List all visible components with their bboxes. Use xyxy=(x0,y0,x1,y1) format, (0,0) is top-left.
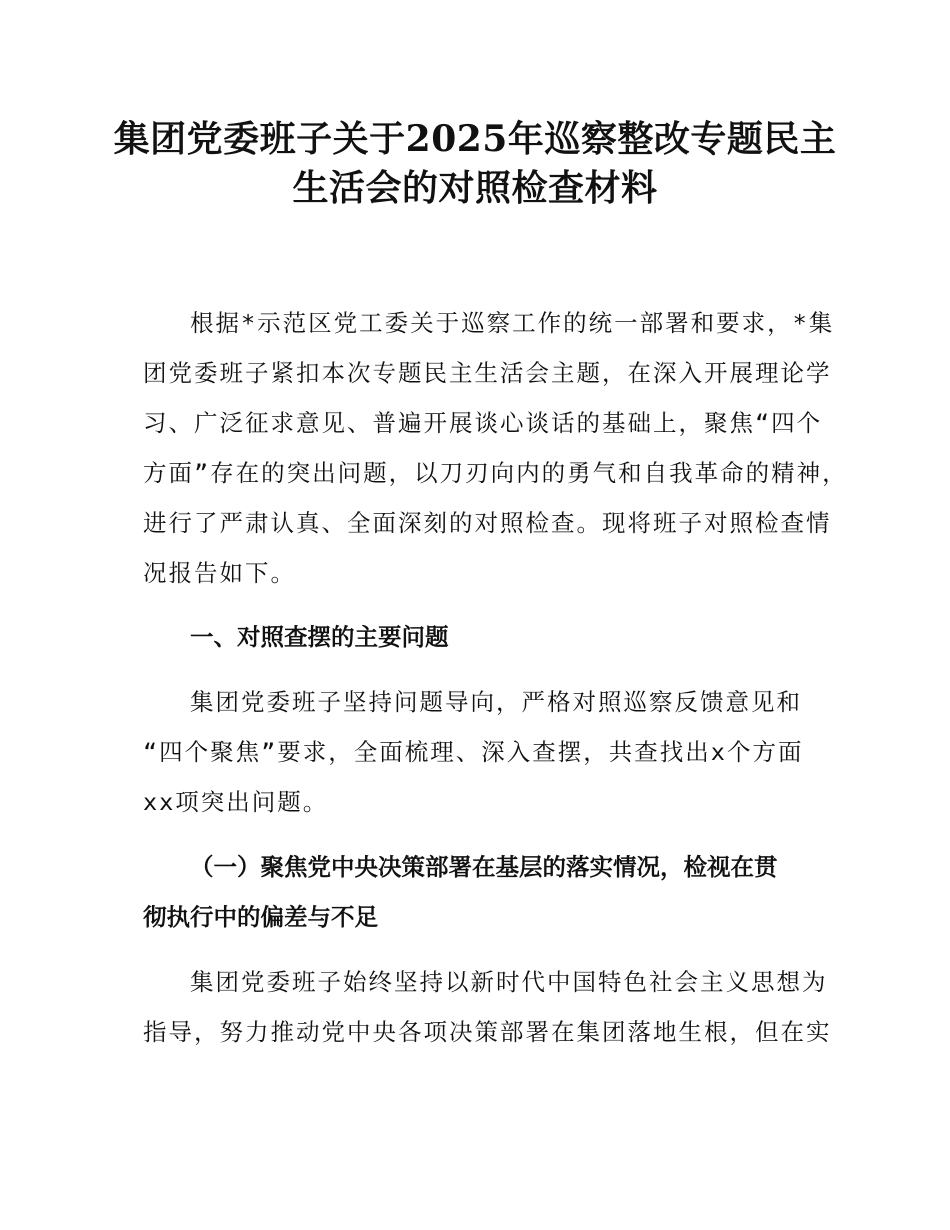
intro-line: 习、广泛征求意见、普遍开展谈心谈话的基础上，聚焦“四个 xyxy=(143,409,823,437)
subsection-line: 集团党委班子始终坚持以新时代中国特色社会主义思想为 xyxy=(190,968,828,996)
subsection-line: 指导，努力推动党中央各项决策部署在集团落地生根，但在实 xyxy=(143,1018,832,1046)
subsection-heading-line: 彻执行中的偏差与不足 xyxy=(143,903,378,931)
intro-line: 方面”存在的突出问题，以刀刃向内的勇气和自我革命的精神， xyxy=(143,459,848,487)
section-line: xx项突出问题。 xyxy=(143,788,329,816)
intro-line: 团党委班子紧扣本次专题民主生活会主题，在深入开展理论学 xyxy=(143,359,832,387)
intro-line: 况报告如下。 xyxy=(143,559,296,587)
section-line: 集团党委班子坚持问题导向，严格对照巡察反馈意见和 xyxy=(190,688,802,716)
intro-line: 进行了严肃认真、全面深刻的对照检查。现将班子对照检查情 xyxy=(143,509,832,537)
intro-line: 根据*示范区党工委关于巡察工作的统一部署和要求，*集 xyxy=(190,309,835,337)
subsection-heading-line: （一）聚焦党中央决策部署在基层的落实情况，检视在贯 xyxy=(190,853,778,881)
document-title-line-1: 集团党委班子关于2025年巡察整改专题民主 xyxy=(113,118,837,160)
section-line: “四个聚焦”要求，全面梳理、深入查摆，共查找出x个方面 xyxy=(143,738,804,766)
section-heading: 一、对照查摆的主要问题 xyxy=(190,623,449,651)
document-title-line-2: 生活会的对照检查材料 xyxy=(292,167,658,209)
